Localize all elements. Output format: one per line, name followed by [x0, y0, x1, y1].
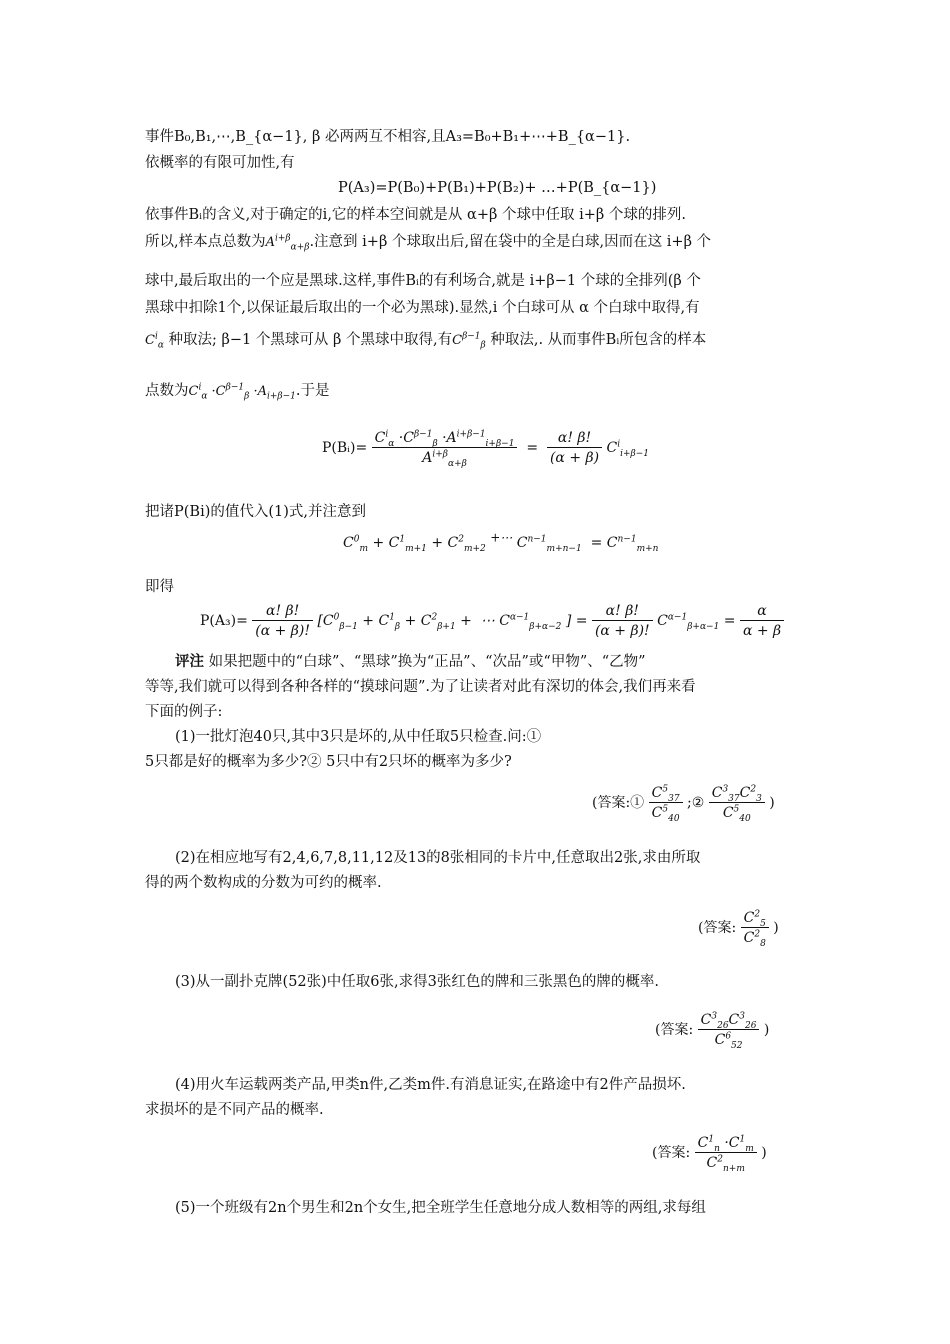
formula-inline: $C^i_\alpha \cdot C^{\beta-1}_\beta \cdot A_{i+\beta-1}$ [188, 382, 296, 402]
text-line: 事件B₀,B₁,⋯,B_{α−1}, β 必两两互不相容,且A₃=B₀+B₁+⋯+B_{α−1}. [145, 129, 631, 145]
answer-2: (答案: $\frac{C^2_5}{C^2_8}$ ) [698, 909, 779, 949]
text-line [145, 330, 706, 351]
text-fragment: 所以,样本点总数为 [145, 234, 266, 250]
text-line [145, 232, 711, 253]
text-line: 下面的例子: [145, 704, 223, 720]
remark-label: 评注 [175, 653, 204, 670]
text-fragment: 种取法,. 从而事件Bᵢ所包含的样本 [490, 332, 707, 348]
text-line [145, 381, 329, 402]
answer-label: (答案:① [592, 795, 645, 811]
text-fragment: 如果把题中的“白球”、“黑球”换为“正品”、“次品”或“甲物”、“乙物” [204, 654, 646, 670]
fraction: $\frac{\alpha}{\alpha + \beta}$ [740, 603, 784, 639]
text-line: 黑球中扣除1个,以保证最后取出的一个必为黑球).显然,i 个白球可从 α 个白球中取得,有 [145, 300, 700, 316]
formula-inline: $C^i_\alpha$ [145, 331, 164, 351]
fraction: $\frac{\alpha! \beta!}{(\alpha + \beta)!}$ [252, 603, 313, 639]
answer-4: (答案: $\frac{C^1_n \cdot C^1_m}{C^2_{n+m}}$ ) [652, 1134, 767, 1174]
text-line: 把诸P(Bi)的值代入(1)式,并注意到 [145, 504, 367, 520]
text-fragment: 点数为 [145, 383, 189, 399]
text-line: (2)在相应地写有2,4,6,7,8,11,12及13的8张相同的卡片中,任意取出2张,求由所取 [175, 850, 701, 866]
answer-label: (答案: [698, 920, 737, 936]
text-line: (4)用火车运载两类产品,甲类n件,乙类m件.有消息证实,在路途中有2件产品损坏. [175, 1077, 686, 1093]
text-line: 求损坏的是不同产品的概率. [145, 1102, 324, 1118]
equation-1: P(A₃)=P(B₀)+P(B₁)+P(B₂)+ …+P(B_{α−1}) [338, 180, 657, 196]
text-line: 等等,我们就可以得到各种各样的“摸球问题”.为了让读者对此有深切的体会,我们再来看 [145, 679, 696, 695]
text-fragment: .于是 [295, 383, 330, 399]
fraction: $\frac{\alpha! \beta!}{(\alpha + \beta)}$ [547, 430, 602, 466]
answer-label: (答案: [655, 1022, 694, 1038]
text-fragment: 种取法; β−1 个黑球可从 β 个黑球中取得,有 [168, 332, 453, 348]
answer-1: (答案:① $\frac{C^5_{37}}{C^5_{40}}$ ;② $\frac{C^3_{37}C^2_3}{C^5_{40}}$ ) [592, 784, 775, 824]
answer-label: (答案: [652, 1145, 691, 1161]
answer-3: (答案: $\frac{C^3_{26}C^3_{26}}{C^6_{52}}$ ) [655, 1011, 770, 1051]
fraction: $\frac{\alpha! \beta!}{(\alpha + \beta)!}$ [592, 603, 653, 639]
text-line: 得的两个数构成的分数为可约的概率. [145, 875, 382, 891]
text-line: 依概率的有限可加性,有 [145, 155, 295, 171]
text-line: 即得 [145, 579, 174, 595]
text-line: 5只都是好的概率为多少?② 5只中有2只坏的概率为多少? [145, 754, 512, 770]
text-line: 依事件Bᵢ的含义,对于确定的i,它的样本空间就是从 α+β 个球中任取 i+β 个球的排列. [145, 207, 686, 223]
text-line: (1)一批灯泡40只,其中3只是坏的,从中任取5只检查.问:① [175, 729, 542, 745]
text-line: (5)一个班级有2n个男生和2n个女生,把全班学生任意地分成人数相等的两组,求每组 [175, 1200, 706, 1216]
equation-3: $C^0_m + C^1_{m+1} + C^2_{m+2}$ +⋯ $C^{n-1}_{m+n-1} = C^{n-1}_{m+n}$ [343, 530, 659, 554]
equation-lhs: P(Bᵢ)= [322, 440, 368, 456]
equation-2: P(Bᵢ)= $\frac{C^i_\alpha \cdot C^{\beta-1}_\beta \cdot A^{i+\beta-1}_{i+\beta-1}}{A^{i+\beta}_{\alpha+\beta}}$ = $\frac{\alpha! \beta!}{(\alpha + \beta)}$ $C^i_{i+\beta-1}$ [322, 429, 650, 469]
remark-line [175, 652, 646, 672]
text-line: 球中,最后取出的一个应是黑球.这样,事件Bᵢ的有利场合,就是 i+β−1 个球的全排列(β 个 [145, 273, 701, 289]
equation-4: P(A₃)= $\frac{\alpha! \beta!}{(\alpha + \beta)!}$ [$C^0_{\beta-1} + C^1_\beta + C^2_{\beta+1}$ + ⋯ $C^{\alpha-1}_{\beta+\alpha-2}$ ] = $\frac{\alpha! \beta!}{(\alpha + \beta)!}$ $C^{\alpha-1}_{\beta+\alpha-1}$ = $\frac{\alpha}{\alpha + \beta}$ [200, 603, 784, 639]
equation-lhs: P(A₃)= [200, 613, 248, 629]
formula-inline: $C^{\beta-1}_\beta$ [452, 331, 486, 351]
formula-inline: $A^{i+\beta}_{\alpha+\beta}$ [265, 233, 310, 253]
fraction: $\frac{C^i_\alpha \cdot C^{\beta-1}_\beta \cdot A^{i+\beta-1}_{i+\beta-1}}{A^{i+\beta}_{\alpha+\beta}}$ [372, 430, 518, 466]
text-line: (3)从一副扑克牌(52张)中任取6张,求得3张红色的牌和三张黑色的牌的概率. [175, 974, 659, 990]
text-fragment: .注意到 i+β 个球取出后,留在袋中的全是白球,因而在这 i+β 个 [309, 234, 712, 250]
